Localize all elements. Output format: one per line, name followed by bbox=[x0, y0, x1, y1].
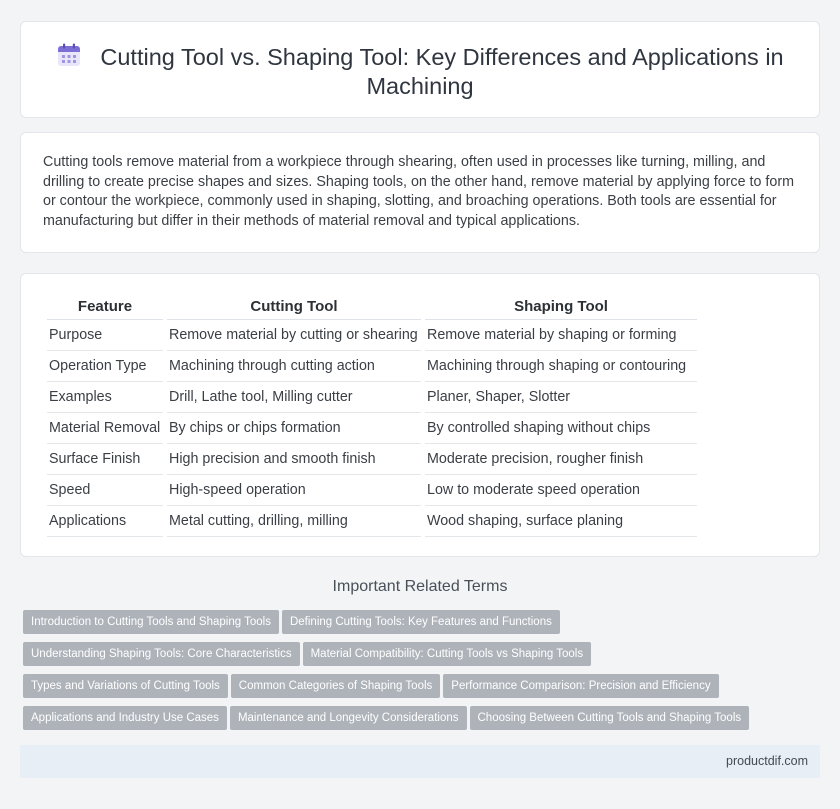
page-title bbox=[41, 42, 799, 101]
cell-shaping: By controlled shaping without chips bbox=[425, 413, 697, 444]
cell-feature: Examples bbox=[47, 382, 163, 413]
cell-cutting: Machining through cutting action bbox=[167, 351, 421, 382]
tag-row bbox=[23, 610, 823, 642]
cell-shaping: Wood shaping, surface planing bbox=[425, 506, 697, 537]
related-tag[interactable]: Types and Variations of Cutting Tools bbox=[23, 674, 228, 698]
cell-shaping: Planer, Shaper, Slotter bbox=[425, 382, 697, 413]
table-row bbox=[47, 320, 697, 351]
related-tag[interactable]: Introduction to Cutting Tools and Shaping Tools bbox=[23, 610, 279, 634]
page-title-text: Cutting Tool vs. Shaping Tool: Key Differences and Applications in Machining bbox=[100, 44, 784, 99]
tag-row bbox=[23, 642, 823, 674]
header-cutting-tool: Cutting Tool bbox=[167, 294, 421, 320]
related-tag[interactable]: Defining Cutting Tools: Key Features and Functions bbox=[282, 610, 560, 634]
cell-shaping: Machining through shaping or contouring bbox=[425, 351, 697, 382]
table-row bbox=[47, 413, 697, 444]
table-row bbox=[47, 475, 697, 506]
related-tag[interactable]: Applications and Industry Use Cases bbox=[23, 706, 227, 730]
footer-site-link[interactable]: productdif.com bbox=[726, 754, 808, 768]
related-terms-title: Important Related Terms bbox=[332, 578, 508, 595]
related-terms-tags bbox=[23, 610, 823, 738]
cell-feature: Material Removal bbox=[47, 413, 163, 444]
cell-shaping: Remove material by shaping or forming bbox=[425, 320, 697, 351]
tag-row bbox=[23, 674, 823, 706]
related-tag[interactable]: Common Categories of Shaping Tools bbox=[231, 674, 440, 698]
intro-paragraph: Cutting tools remove material from a workpiece through shearing, often used in processes like turning, milling, and drilling to create precise shapes and sizes. Shaping tools, on the other hand, remove material by applying force to form or contour the workpiece, commonly used in shaping, slotting, and broaching operations. Both tools are essential for manufacturing but differ in their methods of material removal and typical applications. bbox=[43, 154, 794, 229]
header-card bbox=[20, 21, 820, 118]
header-shaping-tool: Shaping Tool bbox=[425, 294, 697, 320]
cell-feature: Speed bbox=[47, 475, 163, 506]
comparison-table bbox=[43, 294, 701, 537]
comparison-card bbox=[20, 273, 820, 557]
header-feature: Feature bbox=[47, 294, 163, 320]
cell-cutting: Drill, Lathe tool, Milling cutter bbox=[167, 382, 421, 413]
table-header-row bbox=[47, 294, 697, 320]
cell-cutting: High-speed operation bbox=[167, 475, 421, 506]
cell-cutting: Remove material by cutting or shearing bbox=[167, 320, 421, 351]
table-row bbox=[47, 351, 697, 382]
related-tag[interactable]: Performance Comparison: Precision and Efficiency bbox=[443, 674, 718, 698]
cell-feature: Surface Finish bbox=[47, 444, 163, 475]
cell-cutting: High precision and smooth finish bbox=[167, 444, 421, 475]
related-tag[interactable]: Choosing Between Cutting Tools and Shaping Tools bbox=[470, 706, 750, 730]
related-tag[interactable]: Material Compatibility: Cutting Tools vs Shaping Tools bbox=[303, 642, 592, 666]
table-row bbox=[47, 444, 697, 475]
tag-row bbox=[23, 706, 823, 738]
cell-shaping: Moderate precision, rougher finish bbox=[425, 444, 697, 475]
cell-cutting: By chips or chips formation bbox=[167, 413, 421, 444]
cell-feature: Applications bbox=[47, 506, 163, 537]
table-row bbox=[47, 506, 697, 537]
cell-cutting: Metal cutting, drilling, milling bbox=[167, 506, 421, 537]
intro-card bbox=[20, 132, 820, 253]
related-tag[interactable]: Understanding Shaping Tools: Core Characteristics bbox=[23, 642, 300, 666]
cell-feature: Operation Type bbox=[47, 351, 163, 382]
table-row bbox=[47, 382, 697, 413]
cell-feature: Purpose bbox=[47, 320, 163, 351]
title-wrap bbox=[21, 42, 819, 101]
footer-bar bbox=[20, 745, 820, 778]
related-tag[interactable]: Maintenance and Longevity Considerations bbox=[230, 706, 467, 730]
calendar-icon bbox=[56, 42, 82, 68]
cell-shaping: Low to moderate speed operation bbox=[425, 475, 697, 506]
